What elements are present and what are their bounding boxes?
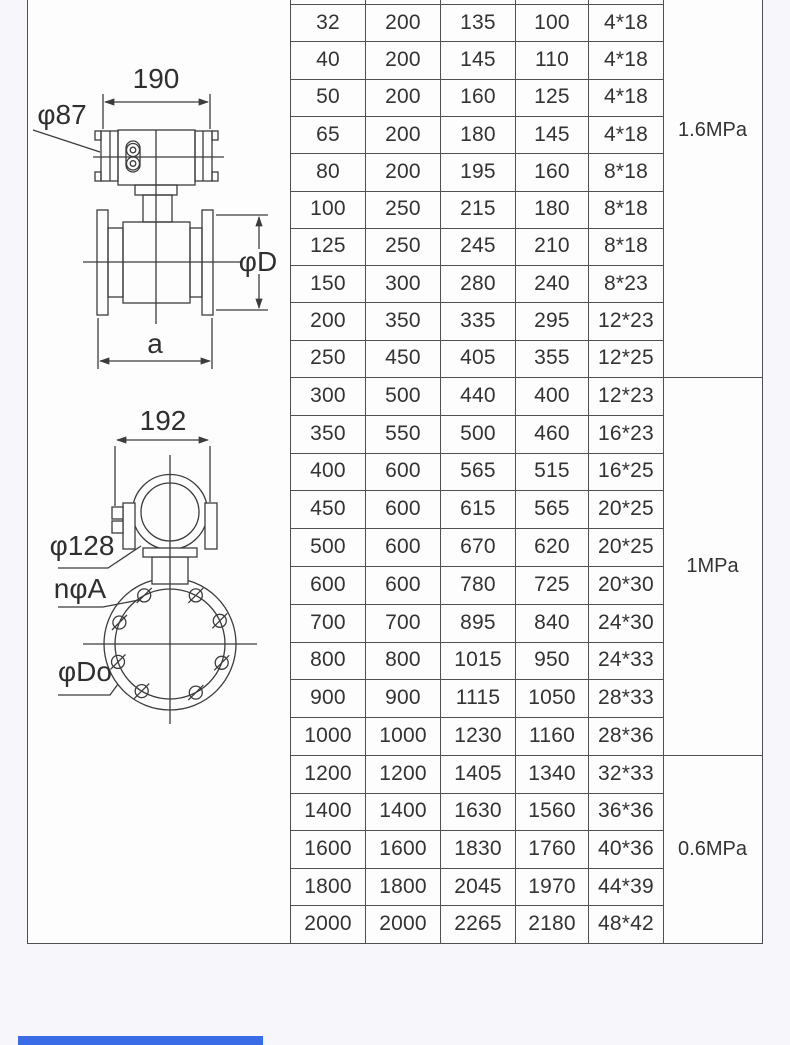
- table-cell: 1050: [528, 686, 576, 710]
- table-cell: 1970: [528, 874, 576, 898]
- table-right-border: [762, 0, 763, 943]
- table-cell: 8*18: [603, 159, 648, 183]
- table-cell: 600: [310, 572, 346, 596]
- table-cell: 515: [534, 459, 570, 483]
- table-cell: 200: [385, 159, 421, 183]
- table-cell: 1400: [304, 799, 352, 823]
- table-cell: 180: [460, 122, 496, 146]
- table-cell: 1600: [304, 836, 352, 860]
- table-cell: 180: [534, 197, 570, 221]
- table-cell: 195: [460, 159, 496, 183]
- table-cell: 295: [534, 309, 570, 333]
- table-cell: 8*18: [603, 234, 648, 258]
- table-cell: 350: [385, 309, 421, 333]
- table-cell: 2045: [454, 874, 502, 898]
- table-cell: 450: [385, 346, 421, 370]
- table-cell: 16*25: [598, 459, 654, 483]
- table-cell: 700: [310, 610, 346, 634]
- table-cell: 800: [385, 648, 421, 672]
- table-cell: 300: [310, 383, 346, 407]
- table-cell: 460: [534, 421, 570, 445]
- table-cell: 250: [310, 346, 346, 370]
- table-cell: 1760: [528, 836, 576, 860]
- front-converter-diameter-label: φ128: [49, 530, 115, 561]
- table-cell: 24*33: [598, 648, 654, 672]
- table-cell: 245: [460, 234, 496, 258]
- table-cell: 250: [385, 197, 421, 221]
- table-cell: 16*23: [598, 421, 654, 445]
- front-width-label: 192: [139, 405, 187, 436]
- table-cell: 8*23: [603, 271, 648, 295]
- table-cell: 44*39: [598, 874, 654, 898]
- table-cell: 215: [460, 197, 496, 221]
- front-bolt-holes-label: nφA: [53, 573, 107, 604]
- table-cell: 32*33: [598, 761, 654, 785]
- table-cell: 12*23: [598, 383, 654, 407]
- table-cell: 12*23: [598, 309, 654, 333]
- side-length-label: a: [147, 328, 163, 359]
- table-cell: 200: [385, 47, 421, 71]
- table-cell: 80: [316, 159, 340, 183]
- table-cell: 48*42: [598, 912, 654, 936]
- table-cell: 1340: [528, 761, 576, 785]
- table-cell: 24*30: [598, 610, 654, 634]
- table-cell: 135: [460, 10, 496, 34]
- table-cell: 1800: [379, 874, 427, 898]
- table-cell: 20*30: [598, 572, 654, 596]
- table-cell: 400: [310, 459, 346, 483]
- table-cell: 600: [385, 535, 421, 559]
- table-cell: 40: [316, 47, 340, 71]
- table-cell: 450: [310, 497, 346, 521]
- side-width-label: 190: [132, 63, 180, 94]
- table-cell: 1405: [454, 761, 502, 785]
- table-cell: 1000: [379, 724, 427, 748]
- table-cell: 4*18: [603, 47, 648, 71]
- table-cell: 1015: [454, 648, 502, 672]
- table-cell: 440: [460, 383, 496, 407]
- table-cell: 4*18: [603, 85, 648, 109]
- table-cell: 565: [460, 459, 496, 483]
- table-cell: 20*25: [598, 497, 654, 521]
- side-converter-diameter-label: φ87: [37, 99, 87, 130]
- table-cell: 620: [534, 535, 570, 559]
- table-cell: 500: [385, 383, 421, 407]
- table-bottom-border: [27, 943, 763, 944]
- table-cell: 36*36: [598, 799, 654, 823]
- table-cell: 900: [310, 686, 346, 710]
- table-cell: 110: [534, 47, 570, 71]
- table-cell: 2180: [528, 912, 576, 936]
- table-cell: 4*18: [603, 122, 648, 146]
- table-cell: 210: [534, 234, 570, 258]
- table-cell: 335: [460, 309, 496, 333]
- table-cell: 125: [310, 234, 346, 258]
- table-cell: 40*36: [598, 836, 654, 860]
- table-cell: 1115: [455, 686, 501, 710]
- side-flange-diameter-label: φD: [238, 246, 278, 277]
- table-cell: 200: [385, 122, 421, 146]
- pressure-rating-label: 0.6MPa: [678, 837, 747, 860]
- table-cell: 780: [460, 572, 496, 596]
- table-cell: 1800: [304, 874, 352, 898]
- table-cell: 900: [385, 686, 421, 710]
- table-cell: 840: [534, 610, 570, 634]
- table-cell: 1600: [379, 836, 427, 860]
- table-cell: 355: [534, 346, 570, 370]
- table-cell: 1400: [379, 799, 427, 823]
- table-cell: 125: [534, 85, 570, 109]
- table-cell: 615: [460, 497, 496, 521]
- table-cell: 145: [534, 122, 570, 146]
- table-cell: 600: [385, 497, 421, 521]
- table-cell: 895: [460, 610, 496, 634]
- pressure-rating-label: 1.6MPa: [678, 118, 747, 141]
- table-cell: 670: [460, 535, 496, 559]
- table-cell: 565: [534, 497, 570, 521]
- table-cell: 160: [460, 85, 496, 109]
- table-cell: 300: [385, 271, 421, 295]
- table-cell: 8*18: [603, 197, 648, 221]
- table-cell: 250: [385, 234, 421, 258]
- table-cell: 1560: [528, 799, 576, 823]
- table-cell: 1630: [454, 799, 502, 823]
- table-cell: 350: [310, 421, 346, 445]
- table-cell: 32: [316, 10, 340, 34]
- table-cell: 2000: [304, 912, 352, 936]
- table-cell: 950: [534, 648, 570, 672]
- table-cell: 240: [534, 271, 570, 295]
- table-cell: 280: [460, 271, 496, 295]
- table-left-border: [27, 0, 28, 943]
- table-cell: 405: [460, 346, 496, 370]
- table-cell: 500: [310, 535, 346, 559]
- table-cell: 1230: [454, 724, 502, 748]
- table-cell: 200: [310, 309, 346, 333]
- table-cell: 65: [316, 122, 340, 146]
- table-cell: 1160: [529, 724, 575, 748]
- table-cell: 550: [385, 421, 421, 445]
- table-cell: 28*36: [598, 724, 654, 748]
- table-cell: 600: [385, 459, 421, 483]
- flowmeter-drawing: [27, 0, 290, 943]
- table-cell: 400: [534, 383, 570, 407]
- table-cell: 100: [534, 10, 570, 34]
- table-cell: 20*25: [598, 535, 654, 559]
- table-cell: 1000: [304, 724, 352, 748]
- table-cell: 500: [460, 421, 496, 445]
- table-cell: 200: [385, 10, 421, 34]
- table-cell: 725: [534, 572, 570, 596]
- table-cell: 28*33: [598, 686, 654, 710]
- table-cell: 1200: [304, 761, 352, 785]
- table-cell: 1200: [379, 761, 427, 785]
- table-cell: 145: [460, 47, 496, 71]
- table-cell: 2000: [379, 912, 427, 936]
- table-cell: 150: [310, 271, 346, 295]
- table-cell: 800: [310, 648, 346, 672]
- table-cell: 1830: [454, 836, 502, 860]
- table-cell: 12*25: [598, 346, 654, 370]
- table-cell: 2265: [454, 912, 502, 936]
- table-cell: 700: [385, 610, 421, 634]
- table-cell: 100: [310, 197, 346, 221]
- table-cell: 600: [385, 572, 421, 596]
- table-cell: 160: [534, 159, 570, 183]
- bottom-accent-bar: [18, 1036, 263, 1045]
- pressure-rating-label: 1MPa: [686, 554, 739, 577]
- table-cell: 200: [385, 85, 421, 109]
- front-outer-diameter-label: φDo: [58, 656, 112, 687]
- table-cell: 50: [316, 85, 340, 109]
- table-cell: 4*18: [603, 10, 648, 34]
